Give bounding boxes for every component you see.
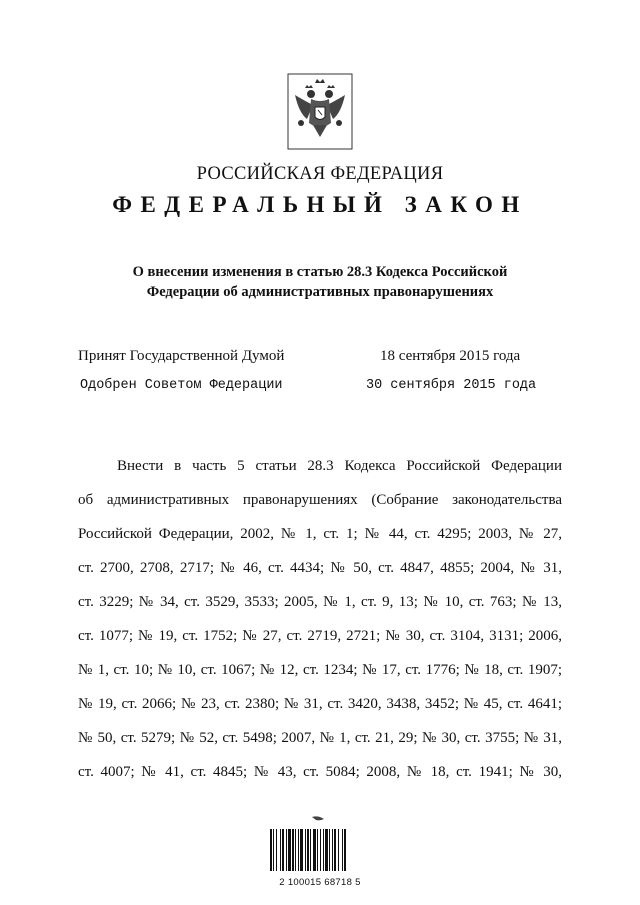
- council-approval-label: Одобрен Советом Федерации: [80, 378, 283, 393]
- barcode-bar: [329, 829, 330, 871]
- barcode-bar: [298, 829, 299, 871]
- duma-adoption-label: Принят Государственной Думой: [78, 348, 285, 364]
- country-name: РОССИЙСКАЯ ФЕДЕРАЦИЯ: [196, 164, 444, 184]
- law-title-line: О внесении изменения в статью 28.3 Кодекса Российской: [132, 264, 508, 280]
- barcode-bar: [270, 829, 272, 871]
- duma-adoption-date: 18 сентября 2015 года: [380, 348, 521, 364]
- barcode-bar: [288, 829, 291, 871]
- body-line: ст. 3229; № 34, ст. 3529, 3533; 2005, № 1, ст. 9, 13; № 10, ст. 763; № 13,: [78, 594, 562, 610]
- barcode-icon: [268, 815, 372, 875]
- barcode-bar: [325, 829, 328, 871]
- body-line: Российской Федерации, 2002, № 1, ст. 1; № 44, ст. 4295; 2003, № 27,: [78, 526, 562, 542]
- law-title-line: Федерации об административных правонарушениях: [146, 284, 494, 300]
- barcode-bar: [342, 829, 343, 871]
- barcode-bar: [273, 829, 274, 871]
- barcode-bar: [338, 829, 339, 871]
- body-line: № 1, ст. 10; № 10, ст. 1067; № 12, ст. 1234; № 17, ст. 1776; № 18, ст. 1907;: [78, 662, 562, 678]
- barcode-bar: [307, 829, 309, 871]
- barcode-bar: [295, 829, 296, 871]
- barcode-bar: [276, 829, 277, 871]
- barcode-bar: [313, 829, 316, 871]
- barcode-bar: [320, 829, 321, 871]
- barcode-bar: [317, 829, 318, 871]
- body-line: ст. 1077; № 19, ст. 1752; № 27, ст. 2719, 2721; № 30, ст. 3104, 3131; 2006,: [78, 628, 562, 644]
- barcode-bar: [334, 829, 336, 871]
- body-line: № 50, ст. 5279; № 52, ст. 5498; 2007, № 1, ст. 21, 29; № 30, ст. 3755; № 31,: [78, 730, 562, 746]
- barcode-bar: [344, 829, 346, 871]
- barcode-number: 2 100015 68718 5: [279, 877, 361, 888]
- barcode-bar: [305, 829, 306, 871]
- body-line: № 19, ст. 2066; № 23, ст. 2380; № 31, ст. 3420, 3438, 3452; № 45, ст. 4641;: [78, 696, 562, 712]
- barcode-bar: [332, 829, 333, 871]
- body-line: ст. 2700, 2708, 2717; № 46, ст. 4434; № 50, ст. 4847, 4855; 2004, № 31,: [78, 560, 562, 576]
- body-line: Внести в часть 5 статьи 28.3 Кодекса Российской Федерации: [117, 458, 562, 474]
- body-line: ст. 4007; № 41, ст. 4845; № 43, ст. 5084; 2008, № 18, ст. 1941; № 30,: [78, 764, 562, 780]
- barcode-bar: [280, 829, 281, 871]
- barcode-bar: [292, 829, 294, 871]
- barcode-bar: [323, 829, 324, 871]
- barcode-bar: [286, 829, 287, 871]
- barcode-bar: [300, 829, 303, 871]
- law-title: [0, 262, 640, 302]
- barcode-bar: [282, 829, 284, 871]
- council-approval-date: 30 сентября 2015 года: [366, 378, 537, 393]
- coat-of-arms-icon: [287, 73, 353, 150]
- law-type-heading: ФЕДЕРАЛЬНЫЙ ЗАКОН: [112, 192, 528, 217]
- barcode-bar: [310, 829, 311, 871]
- body-line: об административных правонарушениях (Собрание законодательства: [78, 492, 562, 508]
